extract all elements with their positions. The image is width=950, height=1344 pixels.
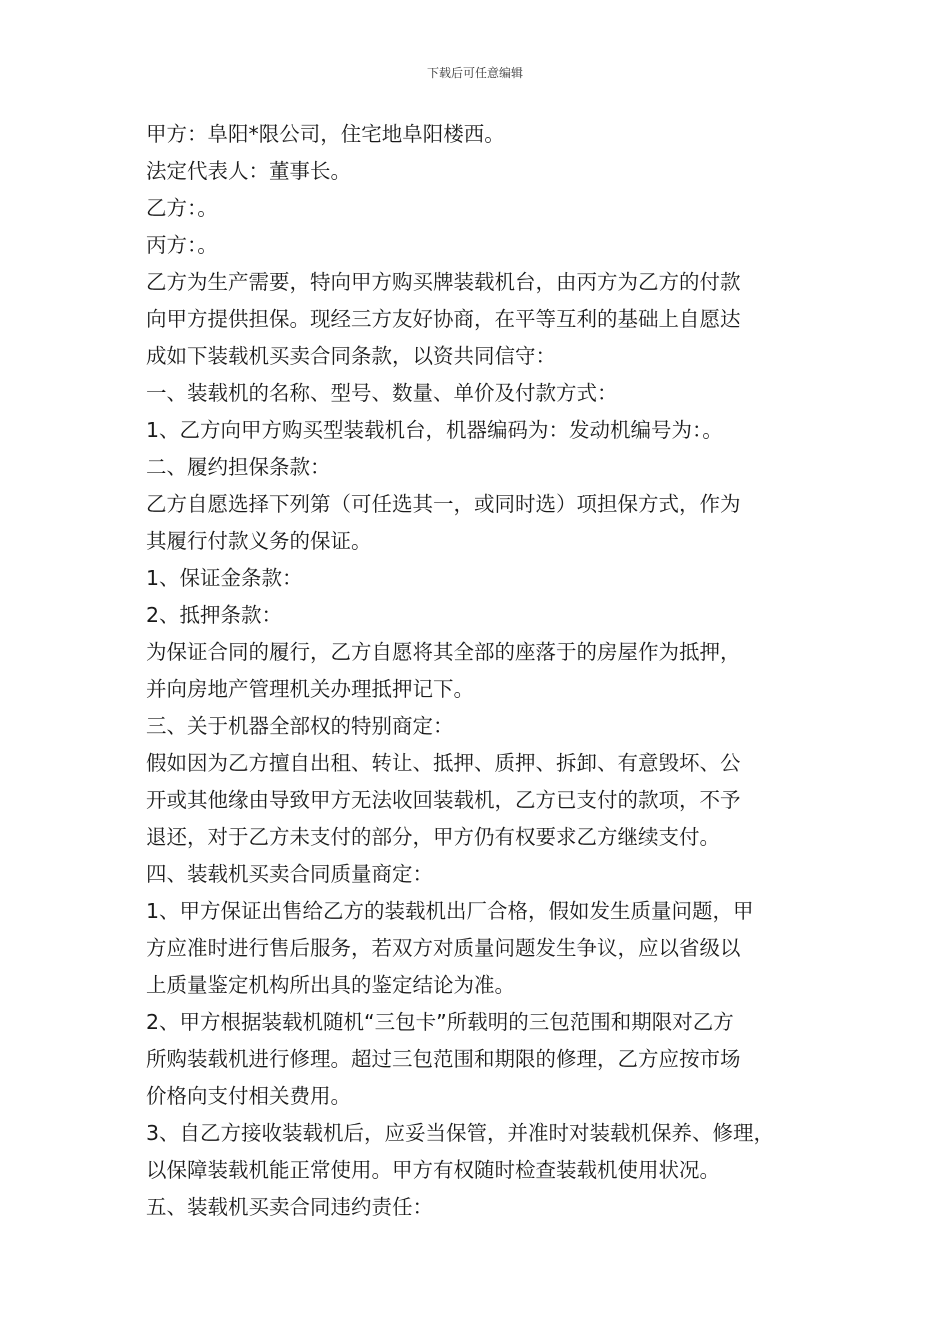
text-line: 2、甲方根据装载机随机“三包卡”所载明的三包范围和期限对乙方 [146, 1010, 734, 1034]
section-heading: 四、装载机买卖合同质量商定： [146, 862, 433, 886]
text-line: 1、保证金条款： [146, 566, 303, 590]
text-line: 价格向支付相关费用。 [146, 1084, 351, 1108]
page-header: 下载后可任意编辑 [426, 66, 523, 80]
text-line: 乙方自愿选择下列第（可任选其一，或同时选）项担保方式，作为 [146, 492, 741, 516]
text-line: 其履行付款义务的保证。 [146, 529, 372, 553]
text-line: 开或其他缘由导致甲方无法收回装载机，乙方已支付的款项，不予 [146, 788, 741, 812]
section-heading: 一、装载机的名称、型号、数量、单价及付款方式： [146, 381, 618, 405]
section-heading: 五、装载机买卖合同违约责任： [146, 1195, 433, 1219]
text-line: 并向房地产管理机关办理抵押记下。 [146, 677, 474, 701]
text-line: 2、抵押条款： [146, 603, 283, 627]
section-heading: 二、履约担保条款： [146, 455, 331, 479]
text-line: 退还，对于乙方未支付的部分，甲方仍有权要求乙方继续支付。 [146, 825, 720, 849]
text-line: 丙方：。 [146, 233, 218, 257]
text-line: 乙方：。 [146, 196, 218, 220]
document-body [146, 116, 811, 1226]
text-line: 乙方为生产需要，特向甲方购买牌装载机台，由丙方为乙方的付款 [146, 270, 741, 294]
text-line: 以保障装载机能正常使用。甲方有权随时检查装载机使用状况。 [146, 1158, 720, 1182]
text-line: 甲方：阜阳*限公司，住宅地阜阳楼西。 [146, 122, 505, 146]
text-line: 成如下装载机买卖合同条款，以资共同信守： [146, 344, 556, 368]
text-line: 1、甲方保证出售给乙方的装载机出厂合格，假如发生质量问题，甲 [146, 899, 754, 923]
text-line: 假如因为乙方擅自出租、转让、抵押、质押、拆卸、有意毁坏、公 [146, 751, 741, 775]
text-line: 所购装载机进行修理。超过三包范围和期限的修理，乙方应按市场 [146, 1047, 741, 1071]
text-line: 1、乙方向甲方购买型装载机台，机器编码为：发动机编号为：。 [146, 418, 723, 442]
section-heading: 三、关于机器全部权的特别商定： [146, 714, 454, 738]
text-line: 3、自乙方接收装载机后，应妥当保管，并准时对装载机保养、修理， [146, 1121, 775, 1145]
text-line: 向甲方提供担保。现经三方友好协商，在平等互利的基础上自愿达 [146, 307, 741, 331]
text-line: 为保证合同的履行，乙方自愿将其全部的座落于的房屋作为抵押， [146, 640, 741, 664]
text-line: 上质量鉴定机构所出具的鉴定结论为准。 [146, 973, 515, 997]
text-line: 方应准时进行售后服务，若双方对质量问题发生争议，应以省级以 [146, 936, 741, 960]
text-line: 法定代表人：董事长。 [146, 159, 351, 183]
